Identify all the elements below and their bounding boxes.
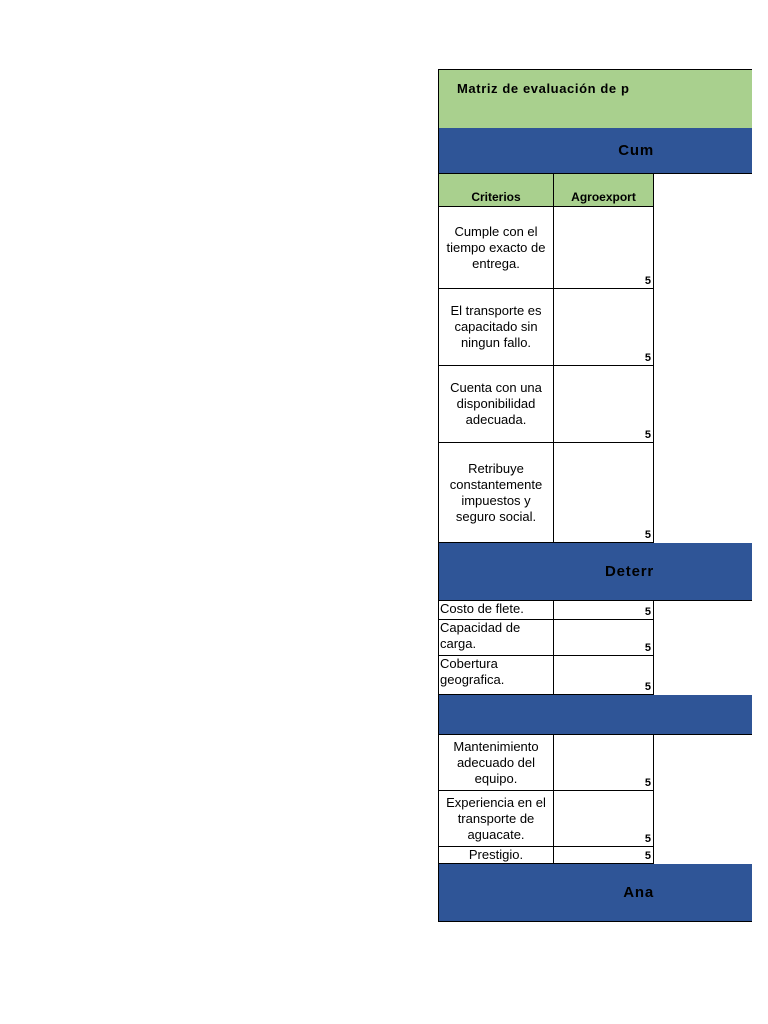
- score-value: 5: [644, 275, 651, 287]
- section-header-blank: [438, 695, 752, 735]
- column-header-agroexport: [553, 174, 654, 207]
- table-row-score: [553, 366, 654, 443]
- table-row-criterio: [438, 289, 553, 366]
- score-value: 5: [644, 352, 651, 364]
- table-row-score: [553, 601, 654, 620]
- section-label: Cum: [618, 142, 654, 159]
- table-row-score: [553, 656, 654, 695]
- table-row-score: [553, 620, 654, 656]
- table-row-criterio: [438, 620, 553, 656]
- section-label: Ana: [623, 884, 654, 901]
- score-value: 5: [644, 850, 651, 862]
- criterio-text: Cobertura geografica.: [440, 656, 505, 687]
- table-row-criterio: [438, 601, 553, 620]
- score-value: 5: [644, 642, 651, 654]
- criterio-text: Prestigio.: [468, 847, 524, 862]
- table-row-criterio: [438, 656, 553, 695]
- table-row-criterio: [438, 443, 553, 543]
- criterio-text: Costo de flete.: [440, 601, 524, 616]
- criterio-text: Cuenta con una disponibilidad adecuada.: [450, 380, 542, 427]
- criterio-text: Experiencia en el transporte de aguacate.: [446, 794, 546, 842]
- table-row-criterio: [438, 791, 553, 847]
- table-row-score: [553, 791, 654, 847]
- column-header-label: Criterios: [471, 190, 521, 204]
- score-value: 5: [644, 606, 651, 618]
- criterio-text: Capacidad de carga.: [440, 620, 521, 651]
- section-header-cumplimiento: [438, 128, 752, 174]
- table-row-criterio: [438, 847, 553, 864]
- table-row-criterio: [438, 207, 553, 289]
- column-header-criterios: [438, 174, 553, 207]
- score-value: 5: [644, 429, 651, 441]
- table-row-score: [553, 443, 654, 543]
- table-row-score: [553, 289, 654, 366]
- section-header-determinacion: [438, 543, 752, 601]
- column-header-label: Agroexport: [571, 190, 636, 204]
- section-header-analisis: [438, 864, 752, 922]
- score-value: 5: [644, 681, 651, 693]
- section-label: Deterr: [605, 563, 654, 580]
- matrix-title: Matriz de evaluación de p: [457, 81, 630, 96]
- criterio-text: Mantenimiento adecuado del equipo.: [453, 738, 539, 786]
- score-value: 5: [644, 529, 651, 541]
- criterio-text: El transporte es capacitado sin ningun fallo.: [450, 303, 542, 350]
- score-value: 5: [644, 777, 651, 789]
- score-value: 5: [644, 833, 651, 845]
- table-row-score: [553, 847, 654, 864]
- criterio-text: Cumple con el tiempo exacto de entrega.: [446, 223, 546, 271]
- table-row-criterio: [438, 735, 553, 791]
- matrix-title-row: [438, 69, 752, 128]
- table-row-criterio: [438, 366, 553, 443]
- table-row-score: [553, 207, 654, 289]
- table-row-score: [553, 735, 654, 791]
- criterio-text: Retribuye constantemente impuestos y seguro social.: [449, 460, 543, 524]
